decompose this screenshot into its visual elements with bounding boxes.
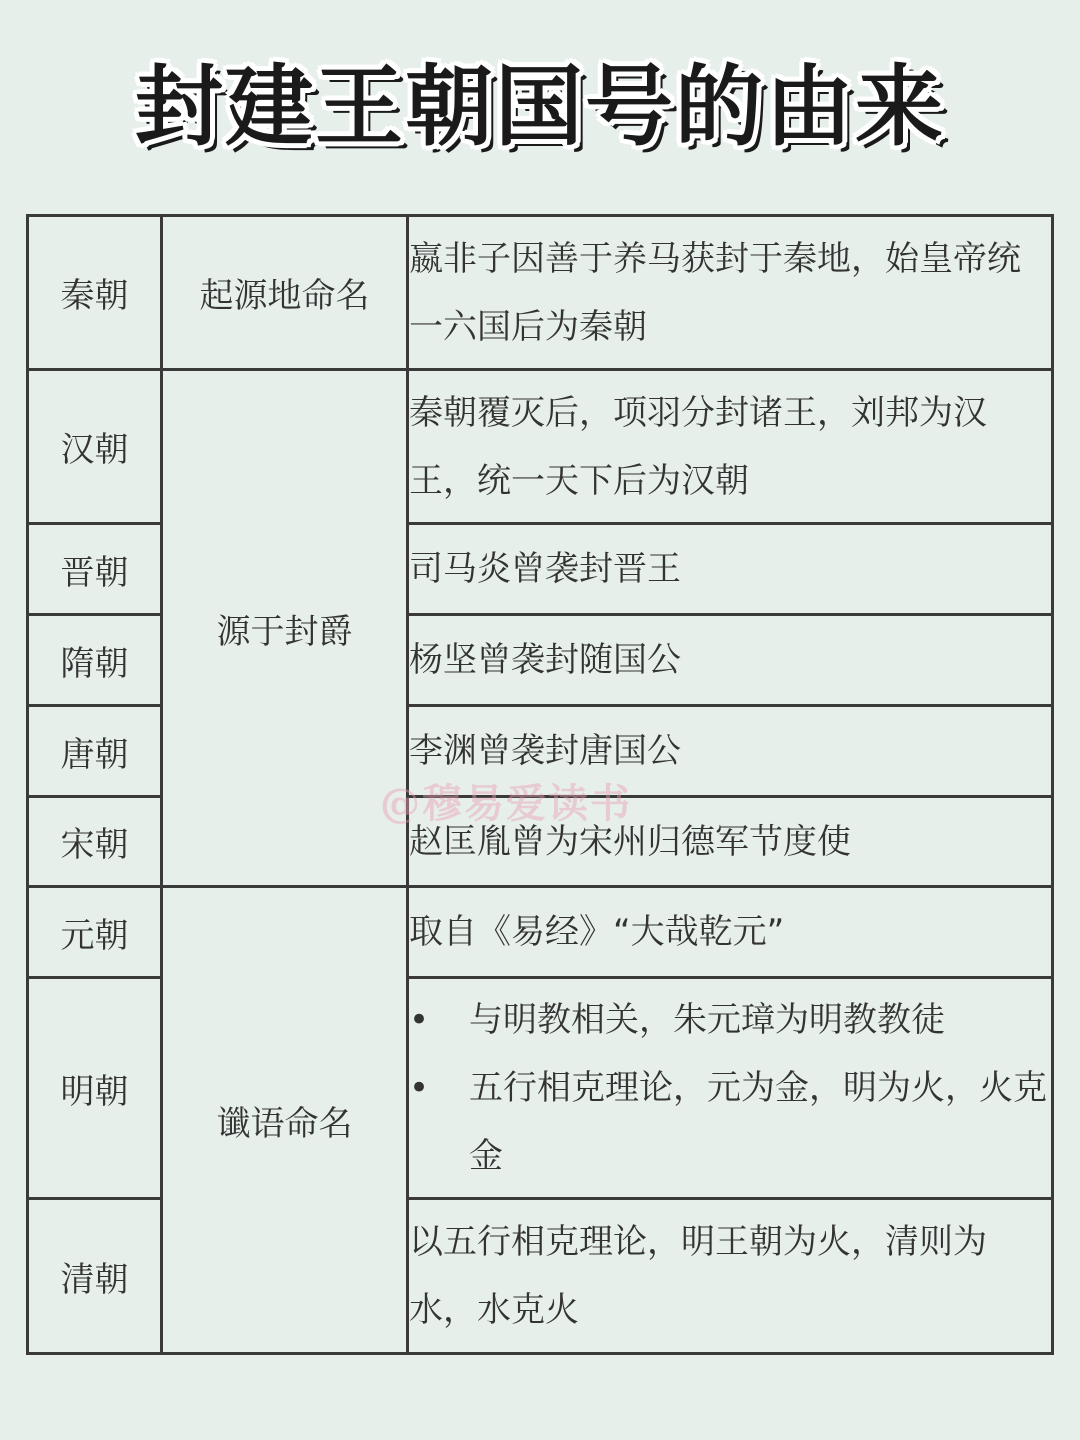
description-cell: 赵匡胤曾为宋州归德军节度使 <box>408 797 1053 887</box>
bullet-mark: • <box>409 1068 430 1108</box>
dynasty-cell: 唐朝 <box>28 706 162 797</box>
description-cell <box>408 978 1053 1199</box>
description-cell: 以五行相克理论，明王朝为火，清则为水，水克火 <box>408 1199 1053 1354</box>
description-cell: 取自《易经》“大哉乾元” <box>408 887 1053 978</box>
category-cell-title-fief: 源于封爵 <box>162 370 408 887</box>
description-cell: 杨坚曾袭封随国公 <box>408 615 1053 706</box>
list-item <box>409 1054 1051 1190</box>
dynasty-cell: 明朝 <box>28 978 162 1199</box>
watermark: @穆易爱读书 <box>380 780 632 827</box>
table-row <box>28 216 1053 370</box>
bullet-list <box>409 986 1051 1190</box>
dynasty-cell: 汉朝 <box>28 370 162 524</box>
dynasty-cell: 宋朝 <box>28 797 162 887</box>
description-cell: 嬴非子因善于养马获封于秦地，始皇帝统一六国后为秦朝 <box>408 216 1053 370</box>
list-item-text: 五行相克理论，元为金，明为火，火克金 <box>469 1068 1047 1176</box>
dynasty-cell: 清朝 <box>28 1199 162 1354</box>
bullet-mark: • <box>409 1000 430 1040</box>
list-item <box>409 986 1051 1054</box>
category-cell-origin: 起源地命名 <box>162 216 408 370</box>
description-cell: 司马炎曾袭封晋王 <box>408 524 1053 615</box>
dynasty-cell: 晋朝 <box>28 524 162 615</box>
page-title: 封建王朝国号的由来 <box>134 55 945 158</box>
table-row <box>28 887 1053 978</box>
dynasty-cell: 元朝 <box>28 887 162 978</box>
dynasty-cell: 秦朝 <box>28 216 162 370</box>
category-cell-prophecy: 谶语命名 <box>162 887 408 1354</box>
description-cell: 秦朝覆灭后，项羽分封诸王，刘邦为汉王，统一天下后为汉朝 <box>408 370 1053 524</box>
description-cell: 李渊曾袭封唐国公 <box>408 706 1053 797</box>
table-row <box>28 370 1053 524</box>
dynasty-cell: 隋朝 <box>28 615 162 706</box>
list-item-text: 与明教相关，朱元璋为明教教徒 <box>469 1000 945 1040</box>
